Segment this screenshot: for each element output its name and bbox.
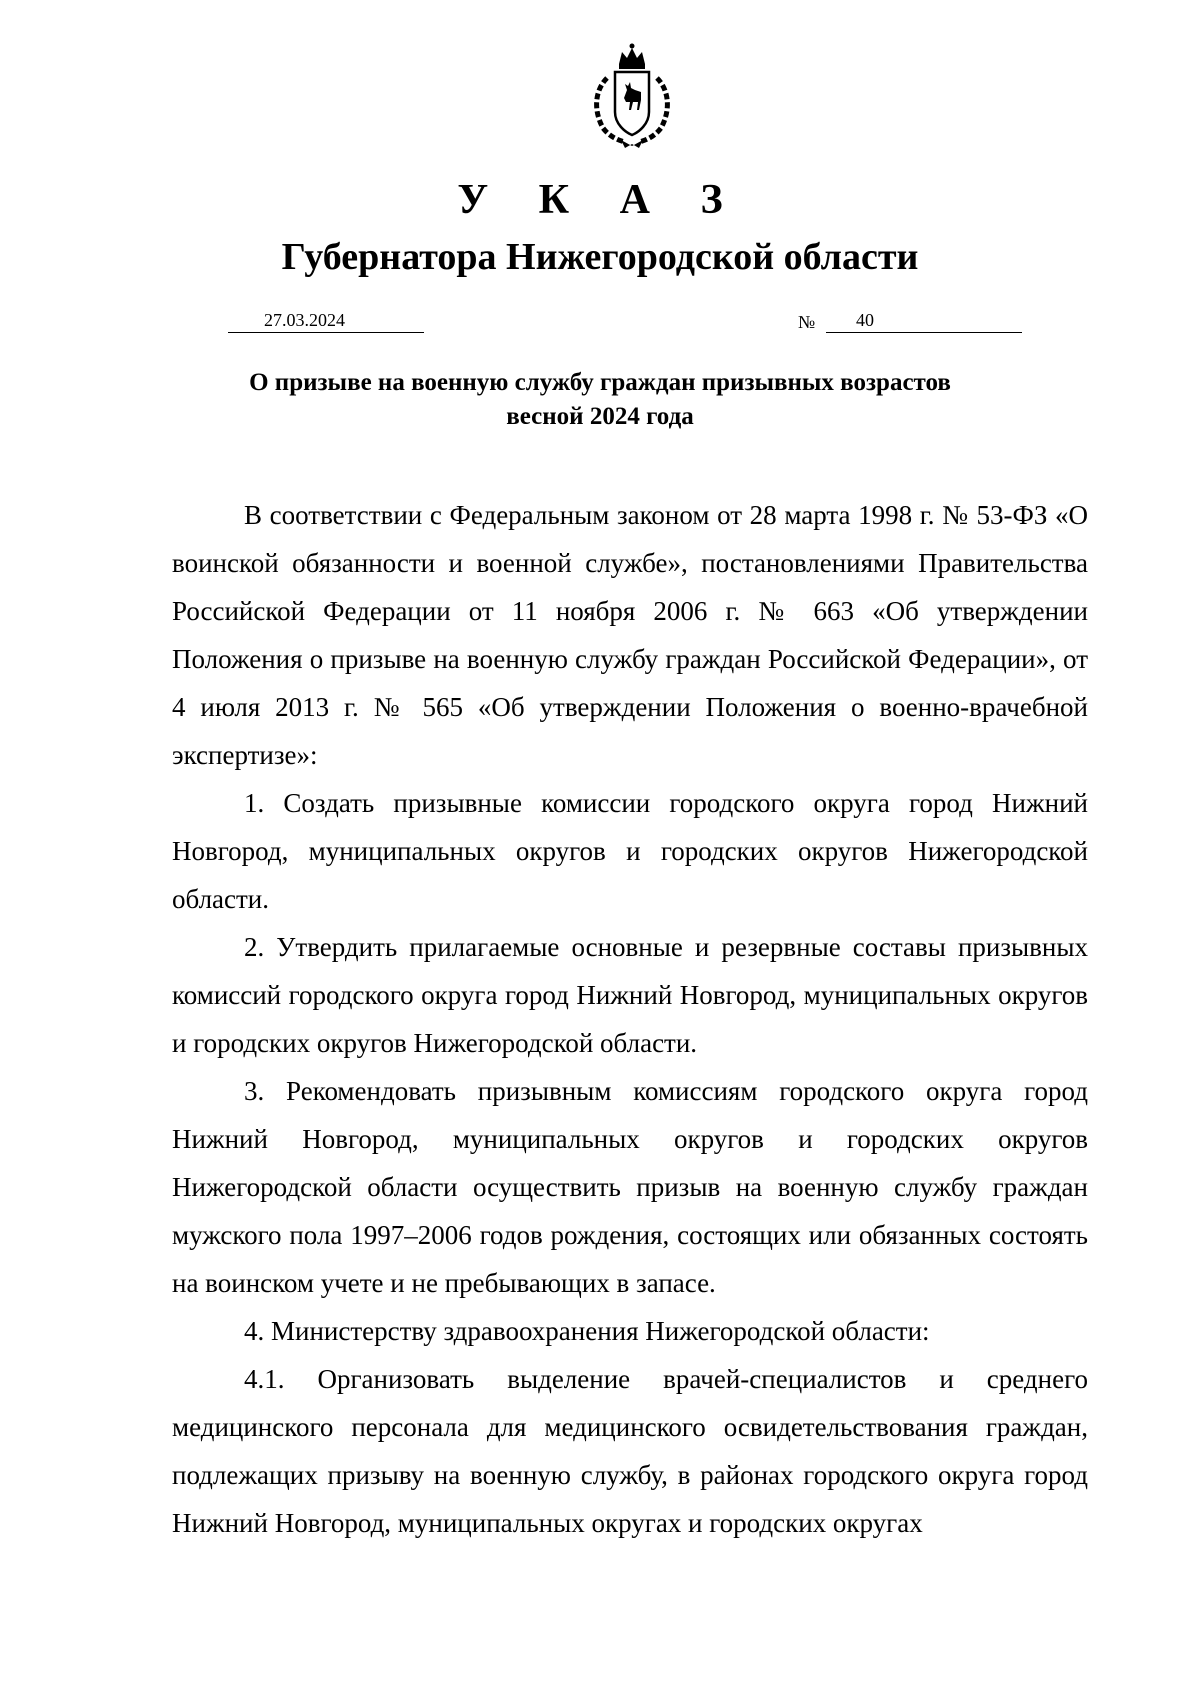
document-date-field xyxy=(228,308,424,333)
subject-line-2: весной 2024 года xyxy=(506,403,694,430)
document-date: 27.03.2024 xyxy=(264,310,345,330)
document-number: 40 xyxy=(856,310,874,330)
document-type-title: У К А З xyxy=(457,177,743,223)
item-4-paragraph: 4. Министерству здравоохранения Нижегородской области: xyxy=(244,1316,930,1346)
item-2-paragraph: 2. Утвердить прилагаемые основные и резервные составы призывных комиссий городского округа город Нижний Новгород, муниципальных округов и городских округов Нижегородской области. xyxy=(172,932,1088,1058)
document-number-field xyxy=(826,308,1022,333)
subject-line-1: О призыве на военную службу граждан призывных возрастов xyxy=(249,369,951,396)
document-body xyxy=(172,491,1088,1547)
issuer-title: Губернатора Нижегородской области xyxy=(281,236,919,278)
item-1-paragraph: 1. Создать призывные комиссии городского округа город Нижний Новгород, муниципальных округов и городских округов Нижегородской области. xyxy=(172,788,1088,914)
item-3-paragraph: 3. Рекомендовать призывным комиссиям городского округа город Нижний Новгород, муниципальных округов и городских округов Нижегородской области осуществить призыв на военную службу граждан мужского пола 1997–2006 годов рождения, состоящих или обязанных состоять на воинском учете и не пребывающих в запасе. xyxy=(172,1076,1088,1298)
preamble-paragraph: В соответствии с Федеральным законом от 28 марта 1998 г. № 53-ФЗ «О воинской обязанности и военной службе», постановлениями Правительства Российской Федерации от 11 ноября 2006 г. № 663 «Об утверждении Положения о призыве на военную службу граждан Российской Федерации», от 4 июля 2013 г. № 565 «Об утверждении Положения о военно-врачебной экспертизе»: xyxy=(172,500,1088,770)
item-4-1-paragraph: 4.1. Организовать выделение врачей-специалистов и среднего медицинского персонала для медицинского освидетельствования граждан, подлежащих призыву на военную службу, в районах городского округа город Нижний Новгород, муниципальных округах и городских округах xyxy=(172,1364,1088,1538)
document-number-label: № xyxy=(798,312,816,332)
nizhny-novgorod-coat-of-arms-icon xyxy=(577,40,687,150)
document-subject xyxy=(150,366,1050,434)
